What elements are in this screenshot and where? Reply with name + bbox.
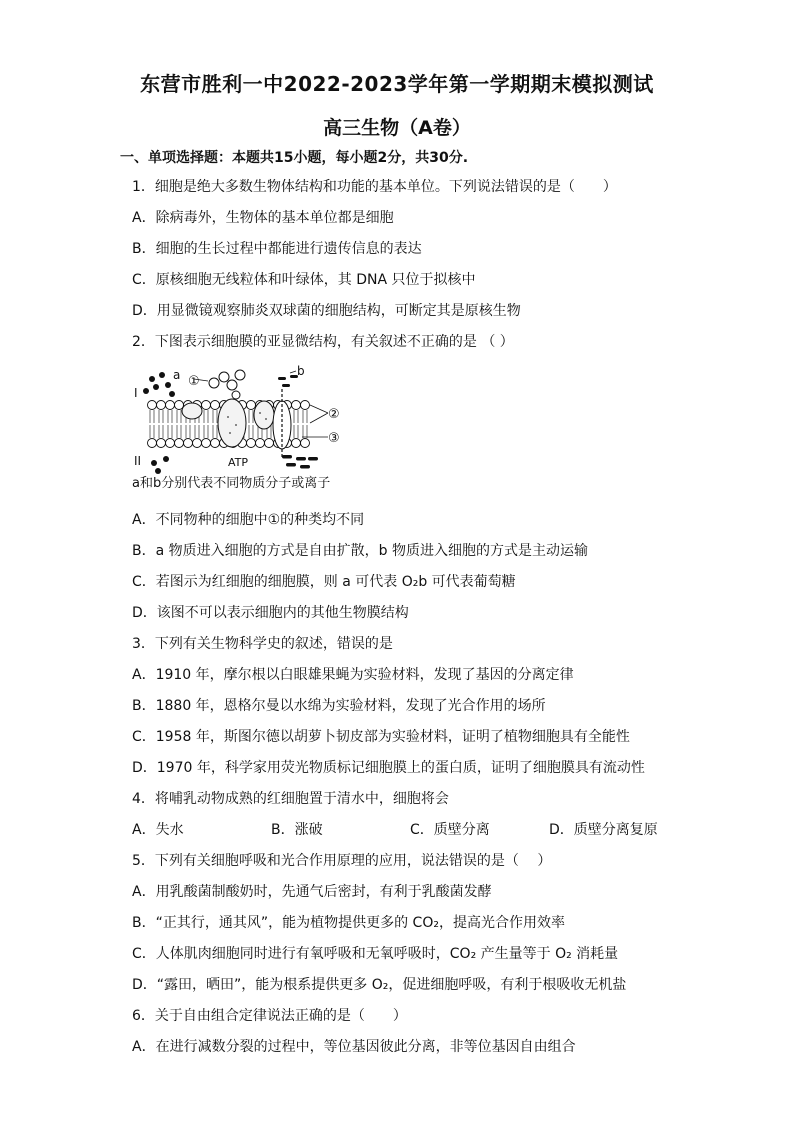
q5-stem: 5．下列有关细胞呼吸和光合作用原理的应用，说法错误的是（ ）: [132, 853, 552, 869]
q3-option-a: A．1910 年，摩尔根以白眼雄果蝇为实验材料，发现了基因的分离定律: [132, 667, 574, 683]
label-inside-II: II: [134, 454, 142, 468]
q2-option-b: B．a 物质进入细胞的方式是自由扩散，b 物质进入细胞的方式是主动运输: [132, 543, 588, 559]
exam-title: 东营市胜利一中2022-2023学年第一学期期末模拟测试: [140, 72, 654, 96]
glycoprotein-chain: [209, 370, 245, 399]
q3-option-b: B．1880 年，恩格尔曼以水绵为实验材料，发现了光合作用的场所: [132, 698, 546, 714]
label-3: ③: [328, 431, 340, 446]
q2-stem: 2．下图表示细胞膜的亚显微结构，有关叙述不正确的是 （ ）: [132, 334, 514, 350]
q1-option-d: D．用显微镜观察肺炎双球菌的细胞结构，可断定其是原核生物: [132, 303, 521, 319]
section-heading: 一、单项选择题：本题共15小题，每小题2分，共30分.: [120, 150, 469, 166]
q1-option-c: C．原核细胞无线粒体和叶绿体，其 DNA 只位于拟核中: [132, 272, 476, 288]
q4-stem: 4．将哺乳动物成熟的红细胞置于清水中，细胞将会: [132, 791, 449, 807]
q3-option-d: D．1970 年，科学家用荧光物质标记细胞膜上的蛋白质，证明了细胞膜具有流动性: [132, 760, 645, 776]
label-2: ②: [328, 407, 340, 422]
q6-option-a: A．在进行减数分裂的过程中，等位基因彼此分离，非等位基因自由组合: [132, 1039, 576, 1055]
label-b: b: [297, 365, 305, 378]
q5-option-a: A．用乳酸菌制酸奶时，先通气后密封，有利于乳酸菌发酵: [132, 884, 492, 900]
q6-stem: 6．关于自由组合定律说法正确的是（ ）: [132, 1008, 407, 1024]
q1-option-a: A．除病毒外，生物体的基本单位都是细胞: [132, 210, 394, 226]
q5-option-d: D．“露田，晒田”，能为根系提供更多 O₂，促进细胞呼吸，有利于根吸收无机盐: [132, 977, 627, 993]
q2-option-c: C．若图示为红细胞的细胞膜，则 a 可代表 O₂b 可代表葡萄糖: [132, 574, 516, 590]
figure-caption: a和b分别代表不同物质分子或离子: [132, 476, 331, 491]
q3-option-c: C．1958 年，斯图尔德以胡萝卜韧皮部为实验材料，证明了植物细胞具有全能性: [132, 729, 630, 745]
q2-option-a: A．不同物种的细胞中①的种类均不同: [132, 512, 365, 528]
q5-option-c: C．人体肌肉细胞同时进行有氧呼吸和无氧呼吸时，CO₂ 产生量等于 O₂ 消耗量: [132, 946, 619, 962]
molecules-b-outside: [278, 375, 298, 387]
q4-option-d: D．质壁分离复原: [549, 822, 658, 838]
q4-option-c: C．质壁分离: [410, 822, 490, 838]
q1-option-b: B．细胞的生长过程中都能进行遗传信息的表达: [132, 241, 422, 257]
exam-subtitle: 高三生物（A卷）: [323, 117, 471, 139]
q1-stem: 1．细胞是绝大多数生物体结构和功能的基本单位。下列说法错误的是（ ）: [132, 179, 617, 195]
molecules-a-outside: [143, 372, 175, 397]
label-outside-I: I: [134, 386, 138, 400]
label-a: a: [173, 368, 181, 382]
q4-option-a: A．失水: [132, 822, 184, 838]
q2-option-d: D．该图不可以表示细胞内的其他生物膜结构: [132, 605, 409, 621]
label-atp: ATP: [228, 456, 249, 469]
q4-option-b: B．涨破: [271, 822, 323, 838]
molecules-b-inside: [282, 455, 318, 469]
q5-option-b: B．“正其行，通其风”，能为植物提供更多的 CO₂，提高光合作用效率: [132, 915, 565, 931]
label-1: ①: [188, 374, 200, 389]
q3-stem: 3．下列有关生物科学史的叙述，错误的是: [132, 636, 393, 652]
